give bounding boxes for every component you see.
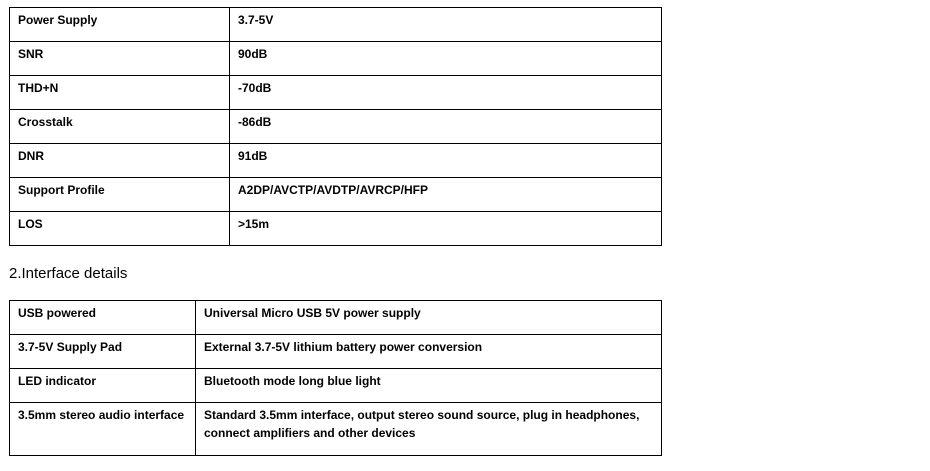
interface-value: Bluetooth mode long blue light [196,369,662,403]
table-row [10,369,662,403]
spec-value: 91dB [230,144,662,178]
spec-key: THD+N [10,76,230,110]
spec-value: 3.7-5V [230,8,662,42]
interface-key: 3.7-5V Supply Pad [10,335,196,369]
spec-key: DNR [10,144,230,178]
spec-key: Crosstalk [10,110,230,144]
table-row [10,110,662,144]
interface-value: External 3.7-5V lithium battery power conversion [196,335,662,369]
interface-key: USB powered [10,301,196,335]
section-heading: 2.Interface details [9,265,128,282]
interface-key: LED indicator [10,369,196,403]
interface-table [9,300,662,456]
interface-value: Universal Micro USB 5V power supply [196,301,662,335]
spec-value: -86dB [230,110,662,144]
interface-key: 3.5mm stereo audio interface [10,403,196,456]
table-row [10,144,662,178]
table-row [10,403,662,456]
spec-key: LOS [10,212,230,246]
spec-table [9,7,662,246]
spec-value: >15m [230,212,662,246]
spec-value: -70dB [230,76,662,110]
spec-value: 90dB [230,42,662,76]
table-row [10,76,662,110]
interface-value: Standard 3.5mm interface, output stereo sound source, plug in headphones, connect amplifiers and other devices [196,403,662,456]
spec-key: SNR [10,42,230,76]
table-row [10,212,662,246]
table-row [10,335,662,369]
table-row [10,178,662,212]
spec-key: Power Supply [10,8,230,42]
table-row [10,42,662,76]
table-row [10,301,662,335]
spec-value: A2DP/AVCTP/AVDTP/AVRCP/HFP [230,178,662,212]
table-row [10,8,662,42]
spec-key: Support Profile [10,178,230,212]
